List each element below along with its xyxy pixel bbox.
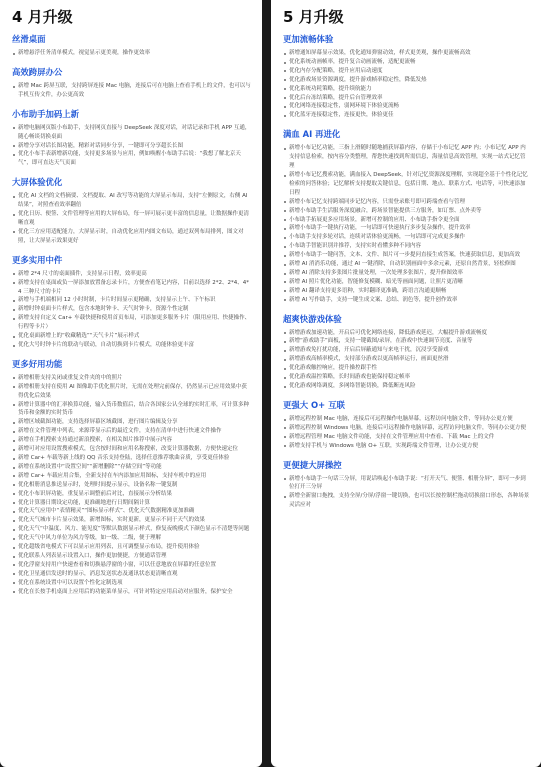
feature-item: 新增“游戏助手”面板，支持一键截图/录屏，在游戏中快速调节亮度、音量等 (283, 337, 530, 346)
april-panel (0, 0, 262, 767)
section-title: 超爽快游戏体验 (283, 313, 342, 324)
april-title: 4 月升级 (12, 8, 73, 26)
update-section (12, 34, 251, 58)
feature-item: 新增 AI 写作助手，支持一键生成文案、总结、润色等，提升创作效率 (283, 296, 530, 305)
feature-item: 新增 AI 翻译支持更多语种，实时翻译更准确，跨语言沟通更顺畅 (283, 287, 530, 296)
feature-list (283, 144, 530, 304)
update-section (283, 400, 530, 451)
feature-item: 新增相册支持在使用 AI 图像助手优化照片时，无需在处理完前保存，仍然显示已应用效果中获得优化后效果 (12, 383, 251, 401)
feature-item: 新增 Car+ 车载等新上线的 QQ 音乐支持登陆，选择任意推荐歌曲音质，享受更佳体验 (12, 454, 251, 463)
update-section (12, 109, 251, 169)
feature-item: 新增通知屏幕显示效果，优化通知弹窗动效，样式更美观，操作更流畅高效 (283, 49, 530, 58)
feature-item: 新增悬浮任务清单模式，视觉显示更美观，操作更效率 (12, 49, 251, 58)
feature-item: 新增支持手机与 Windows 电脑 O+ 互联，实现跨端文件管理，让办公更方便 (283, 442, 530, 451)
feature-item: 优化小布识屏功能，重复显示调整前后对比，直接展示分析结果 (12, 490, 251, 499)
feature-item: 优化超级省电模式下可以显示应用列表，且可调整显示布局，提升使用体验 (12, 543, 251, 552)
section-title: 丝滑桌面 (12, 34, 46, 44)
feature-item: 新增远程控制 Windows 电脑，连接后可远程操作电脑屏幕，远程访问电脑文件，等同办公更方便 (283, 424, 530, 433)
update-section (12, 177, 251, 245)
feature-item: 新增小布记忆功能，三指上滑随时随地捕获屏幕内容，存储于小布记忆 APP 内；小布记忆 APP 内支持信息检索，按内容分类整理，帮您快速找到所需信息，海量信息高效管理，实现一站式记忆管理 (283, 144, 530, 171)
feature-item: 新增电脑网页版小布助手，支持网页直接与 DeepSeek 深度对话，对话记录和手机 APP 互通，随心畅谈切换桌面 (12, 124, 251, 142)
section-title: 更强大 O+ 互联 (283, 399, 345, 410)
feature-item: 优化日历、便签、文件管理等应用的大屏布局，每一屏可展示更丰富的信息量，让数据操作更清晰直观 (12, 210, 251, 228)
section-title: 更便捷大屏操控 (283, 459, 342, 470)
feature-item: 新增 AI 消消乐功能，通过 AI 一键消除，自动识别画面中多余元素，还原自然背景，轻松修图 (283, 260, 530, 269)
feature-item: 新增游戏加速功能，开启后可优化网络连接，降低游戏延迟，大幅提升游戏流畅度 (283, 329, 530, 338)
update-section (283, 460, 530, 511)
feature-item: 优化游戏网络调度，多网络智能切换，降低断连风险 (283, 382, 530, 391)
feature-list (283, 415, 530, 451)
update-section (283, 314, 530, 391)
feature-item: 新增在文件管理中列表，来源带显示后的最近文件，支持在清单中进行快速文件操作 (12, 427, 251, 436)
feature-item: 优化网络连接稳定性，弱网环境下体验更流畅 (283, 102, 530, 111)
feature-item: 新增可对应用设置搜索模式，包含按时间和应用名称搜索，改变计算器数据，方便快速定位 (12, 445, 251, 454)
feature-item: 新增远程管理 Mac 电脑文件功能，支持在文件管理应用中查看、下载 Mac 上的文件 (283, 433, 530, 442)
feature-item: 新增在手机搜索支持通过新浪搜索，在相关图片推荐中展示内容 (12, 436, 251, 445)
feature-item: 优化联系人列表显示设置入口，操作更加便捷，方便通话管理 (12, 552, 251, 561)
feature-item: 优化内存分配策略，提升应用启动速度 (283, 67, 530, 76)
feature-item: 新增游戏免打扰功能，开启后屏蔽通知与来电干扰，沉浸享受游戏 (283, 346, 530, 355)
update-section (12, 255, 251, 350)
section-title: 高效跨屏办公 (12, 66, 63, 77)
feature-item: 新增区域截图功能，支持选择屏幕区域截图，进行图片编辑及分享 (12, 418, 251, 427)
feature-list (283, 49, 530, 120)
may-panel (271, 0, 541, 767)
feature-item: 优化在系统设置中可以设置个性化定制选项 (12, 579, 251, 588)
update-section (12, 67, 251, 100)
feature-item: 优化游戏场景资源调度，提升游戏帧率稳定性，降低发热 (283, 76, 530, 85)
feature-item: 新增分享对话长图功能，精彩对话同步分享，一键即可分享超长长图 (12, 142, 251, 151)
feature-item: 优化天气“中温度、风力、能见度”等默认数据显示样式，修复夜晚模式下颜色显示不清楚等问题 (12, 525, 251, 534)
feature-item: 新增小布记忆支持跨端同步记忆内容，只需登录账号即可跨端查看与管理 (283, 198, 530, 207)
feature-item: 新增远程控制 Mac 电脑，连接后可远程操作电脑屏幕，远程访问电脑文件，等同办公更方便 (283, 415, 530, 424)
feature-item: 新增与手机端相同 12 小时时制，卡片时间显示更精确，支持显示上午、下午标识 (12, 296, 251, 305)
feature-list (12, 124, 251, 169)
feature-item: 优化桌面新增上的“收藏精选”“天气卡片”展示样式 (12, 332, 251, 341)
feature-item: 新增小布助手生活服务深度融合，跨场景智能提供三方服务，如订票、点外卖等 (283, 207, 530, 216)
feature-item: 优化 AI 文档的文档摘要、文档提取、AI 改写等功能的大屏显示布局，支持“左侧原文，右侧 AI 结果”，对照查看效率翻倍 (12, 192, 251, 210)
section-title: 小布助手加码上新 (12, 108, 79, 119)
section-title: 大屏体验优化 (12, 177, 63, 188)
feature-list (12, 374, 251, 597)
feature-item: 新增 2*4 尺寸的桌面插件，支持显示日程，效率更高 (12, 270, 251, 279)
feature-item: 新增 AI 消除支持多张图片批量处理，一次处理多张图片，提升修图效率 (283, 269, 530, 278)
feature-item: 新增支持在桌面或负一屏添加放置备忘录卡片，方便查看笔记内容，目前以选择 2*2、2*4、4*4 三种尺寸的卡片 (12, 279, 251, 297)
feature-list (283, 475, 530, 511)
section-title: 更加流畅体验 (283, 34, 334, 44)
feature-item: 小布助手支持多轮对话，连续对话体验更流畅，一句话即可完成更多操作 (283, 233, 530, 242)
feature-list (12, 82, 251, 100)
feature-item: 新增支持自定义 Car+ 车载快捷和使用首页布局，可添加更多服务卡片（限用应用、快捷操作、行程等卡片） (12, 314, 251, 332)
feature-item: 新增 Car+ 车载应用合集，全新支持在车内添加应用图标，支持车机中的应用 (12, 472, 251, 481)
feature-item: 优化后台冻结策略，提升后台管理效率 (283, 94, 530, 103)
feature-item: 新增相册支持关闭或重复文件夹的中的照片 (12, 374, 251, 383)
section-title: 更多好用功能 (12, 358, 63, 369)
update-section (12, 359, 251, 597)
feature-list (12, 49, 251, 58)
feature-item: 新增 AI 照片优化功能，智能修复模糊、暗光等画面问题，让照片更清晰 (283, 278, 530, 287)
update-section (283, 129, 530, 304)
feature-item: 优化在长按手机桌面上应用后的功能菜单显示，可针对特定应用启动对应服务，保护安全 (12, 588, 251, 597)
feature-item: 优化小布手表新增新功能，支持更多场景与应用，例如唤醒小布助手后说：“我想了解北京天气”，即可直达天气页面 (12, 150, 251, 168)
feature-item: 优化三方应用适配能力，大屏显示时，自动优化应用内图文布局，通过双列布局排列，图文对照，让大屏显示效果更好 (12, 228, 251, 246)
feature-item: 新增小布记忆搜索功能，满血接入 DeepSeek，针对记忆资源深度理解，实现超全基于个性化记忆检索的问答体验；记忆解析支持提取关键信息，包括日期、地点、联系方式、电话等，可快速添加日程 (283, 171, 530, 198)
feature-item: 新增全新窗口拖拽，支持全屏/分屏/浮窗一键切换，也可以长按控制栏拖动切换窗口形态，各种场景灵活应对 (283, 492, 530, 510)
feature-list (12, 270, 251, 350)
feature-item: 新增时钟桌面卡片样式，包含本地时钟卡、天气时钟卡，资源个性定制 (12, 305, 251, 314)
feature-item: 优化卫星通信发送时的显示，消息发送状态及通讯状态更清晰直观 (12, 570, 251, 579)
feature-item: 新增小布助手一句话三分屏，用说话唤起小布助手说：“打开天气、便签、相册分屏”，即可一步到位打开三分屏 (283, 475, 530, 493)
feature-item: 优化系统动画帧率，提升复合动画流畅，适配更流畅 (283, 58, 530, 67)
feature-item: 优化系统功耗策略，提升续航能力 (283, 85, 530, 94)
section-title: 满血 AI 再进化 (283, 129, 341, 140)
feature-item: 优化浮窗支持用户快速查看和切换悬浮窗的小窗，可以任意地放在屏幕的任意位置 (12, 561, 251, 570)
feature-item: 优化游戏温控策略，长时间游戏也能保持稳定帧率 (283, 373, 530, 382)
feature-item: 小布助手拓展更多应用场景，新增可控制的应用、小布助手指令更全面 (283, 216, 530, 225)
feature-item: 新增小布助手一键执行功能，一句话即可快速执行多步复杂操作，提升效率 (283, 224, 530, 233)
update-section (283, 34, 530, 120)
may-sections (283, 34, 530, 510)
feature-list (12, 192, 251, 245)
april-sections (12, 34, 251, 597)
feature-item: 优化相册消息推送显示时，处理时间提示显示，设备名称一键复制 (12, 481, 251, 490)
feature-item: 新增 Mac 跨屏互联，支持跨屏连接 Mac 电脑，连接后可在电脑上查看手机上的文件，也可以与手机互传文件，办公更高效 (12, 82, 251, 100)
feature-item: 优化大号时钟卡片的联动与联动，自动切换到卡片模式，功能体验更丰富 (12, 341, 251, 350)
feature-item: 优化计算器日期设定功能，更准确地进行日期间隔计算 (12, 499, 251, 508)
feature-item: 优化天气城市卡片显示效果，新增图标，实时更新，更显示不同于天气的效果 (12, 516, 251, 525)
feature-list (283, 329, 530, 391)
section-title: 更多实用中件 (12, 254, 63, 265)
feature-item: 优化天气应用中“表情精灵”“图标显示样式”、优化天气数据精准更加准确 (12, 507, 251, 516)
feature-item: 新增游戏高帧率模式，支持部分游戏以更高帧率运行，画面更丝滑 (283, 355, 530, 364)
feature-item: 优化天气中风力单位为风力等级，如一级、二级，便于理解 (12, 534, 251, 543)
feature-item: 优化游戏触控响应，提升操控跟手性 (283, 364, 530, 373)
feature-item: 新增计算器中的汇率换算功能，输入货币数值后，结合各国家公认全球的实时汇率，可计算多种货币和金额的实时货币 (12, 401, 251, 419)
may-title: 5 月升级 (283, 8, 344, 26)
feature-item: 优化蓝牙连接稳定性，连接更快，体验更佳 (283, 111, 530, 120)
feature-item: 小布助手智能识别并推荐，支持实时看懂多种不同内容 (283, 242, 530, 251)
feature-item: 新增在系统设置中“设置空间”“新增删除”“存储空间”等功能 (12, 463, 251, 472)
feature-item: 新增小布助手一键问答，文本、文件、图片可一步提问直接生成答案，快速获取信息，更加高效 (283, 251, 530, 260)
